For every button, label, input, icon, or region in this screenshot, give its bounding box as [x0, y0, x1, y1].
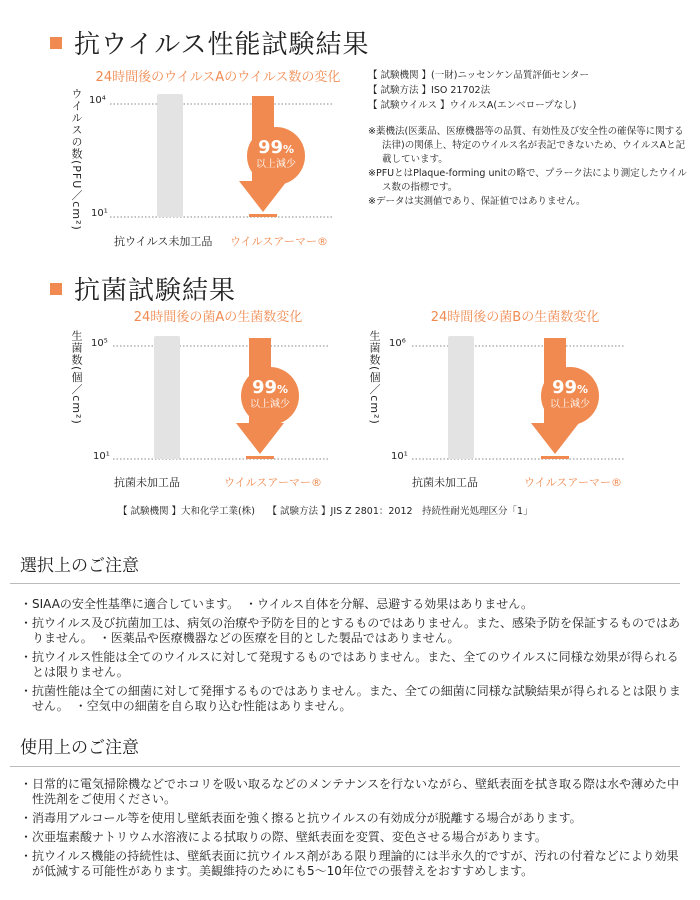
selection-caution-heading: 選択上のご注意: [20, 556, 139, 576]
y-axis-label: 生菌数(個／cm²): [368, 330, 381, 425]
info-line: 【 試験方法 】ISO 21702法: [368, 85, 491, 96]
list-item: ・次亜塩素酸ナトリウム水溶液による拭取りの際、壁紙表面を変質、変色させる場合があります。: [20, 830, 547, 844]
list-item: ・抗ウイルス及び抗菌加工は、病気の治療や予防を目的とするものではありません。また、感染予防を保証するものではありません。 ・医薬品や医療機器などの医療を目的とした製品ではありません。: [20, 616, 681, 645]
reduction-badge: 99% 以上減少: [241, 367, 299, 425]
y-tick-label: 10⁴: [89, 95, 106, 106]
y-tick-label: 10¹: [391, 451, 408, 462]
orange-square-icon: [50, 283, 62, 295]
y-tick-label: 10¹: [91, 208, 108, 219]
y-axis-label: ウイルスの数(PFU／cm²): [70, 88, 83, 231]
list-item: ・SIAAの安全性基準に適合しています。 ・ウイルス自体を分解、忌避する効果はありません。: [20, 597, 533, 611]
x-tick-label: 抗菌未加工品: [412, 476, 478, 489]
reduction-badge: 99% 以上減少: [541, 367, 599, 425]
test-info: [368, 68, 688, 209]
y-tick-label: 10⁶: [389, 338, 406, 349]
note-line: ※薬機法(医薬品、医療機器等の品質、有効性及び安全性の確保等に関する法律)の関係上、特定のウイルス名が表記できないため、ウイルスAと記載しています。: [368, 126, 686, 165]
y-tick-label: 10⁵: [91, 338, 108, 349]
bar: [154, 336, 180, 459]
antibacterial-section-title: 抗菌試験結果: [50, 270, 236, 307]
reduction-arrow-head-icon: [239, 181, 287, 212]
x-tick-label: ウイルスアーマー®: [224, 476, 323, 489]
usage-caution-heading: 使用上のご注意: [20, 738, 139, 758]
x-tick-label: 抗菌未加工品: [114, 476, 180, 489]
notes: [368, 125, 688, 209]
reduction-arrow-head-icon: [236, 423, 284, 454]
info-line: 【 試験機関 】(一財)ニッセンケン品質評価センター: [368, 70, 590, 81]
list-item: ・消毒用アルコール等を使用し壁紙表面を強く擦ると抗ウイルスの有効成分が脱離する場合があります。: [20, 811, 582, 825]
chart-title: 24時間後の菌Aの生菌数変化: [133, 310, 303, 325]
usage-caution-list: [20, 777, 685, 883]
bar: [541, 456, 569, 459]
bar: [448, 336, 474, 459]
list-item: ・抗ウイルス性能は全てのウイルスに対して発現するものではありません。また、全てのウイルスに同様な効果が得られるとは限りません。: [20, 650, 679, 679]
x-tick-label: ウイルスアーマー®: [524, 476, 623, 489]
note-line: ※PFUとはPlaque-forming unitの略で、プラーク法により測定したウイルス数の指標です。: [368, 168, 687, 193]
info-line: 【 試験ウイルス 】ウイルスA(エンベロープなし): [368, 100, 577, 111]
bar: [246, 456, 274, 459]
note-line: ※データは実測値であり、保証値ではありません。: [368, 196, 586, 207]
x-tick-label: ウイルスアーマー®: [230, 235, 329, 248]
y-tick-label: 10¹: [93, 451, 110, 462]
reduction-arrow-head-icon: [531, 423, 579, 454]
y-axis-label: 生菌数(個／cm²): [70, 330, 83, 425]
list-item: ・抗菌性能は全ての細菌に対して発揮するものではありません。また、全ての細菌に同様な試験結果が得られるとは限りません。 ・空気中の細菌を自ら取り込む性能はありません。: [20, 684, 681, 713]
x-tick-label: 抗ウイルス未加工品: [114, 235, 213, 248]
chart-title: 24時間後の菌Bの生菌数変化: [430, 310, 600, 325]
divider: [10, 583, 680, 584]
antibacterial-test-info: 【 試験機関 】大和化学工業(株) 【 試験方法 】JIS Z 2801：2012 持続性耐光処理区分「1」: [118, 506, 533, 517]
divider: [10, 766, 680, 767]
chart-title: 24時間後のウイルスAのウイルス数の変化: [95, 70, 341, 85]
list-item: ・日常的に電気掃除機などでホコリを吸い取るなどのメンテナンスを行ないながら、壁紙表面を拭き取る際は水や薄めた中性洗剤をご使用ください。: [20, 777, 680, 806]
reduction-badge: 99% 以上減少: [247, 127, 305, 185]
antivirus-section-title: 抗ウイルス性能試験結果: [50, 24, 369, 61]
selection-caution-list: [20, 597, 685, 718]
bar: [157, 94, 183, 217]
bar: [249, 214, 277, 217]
list-item: ・抗ウイルス機能の持続性は、壁紙表面に抗ウイルス剤がある限り理論的には半永久的ですが、汚れの付着などにより効果が低減する可能性があります。美観維持のためにも5〜10年位での張替えをおすすめします。: [20, 849, 679, 878]
